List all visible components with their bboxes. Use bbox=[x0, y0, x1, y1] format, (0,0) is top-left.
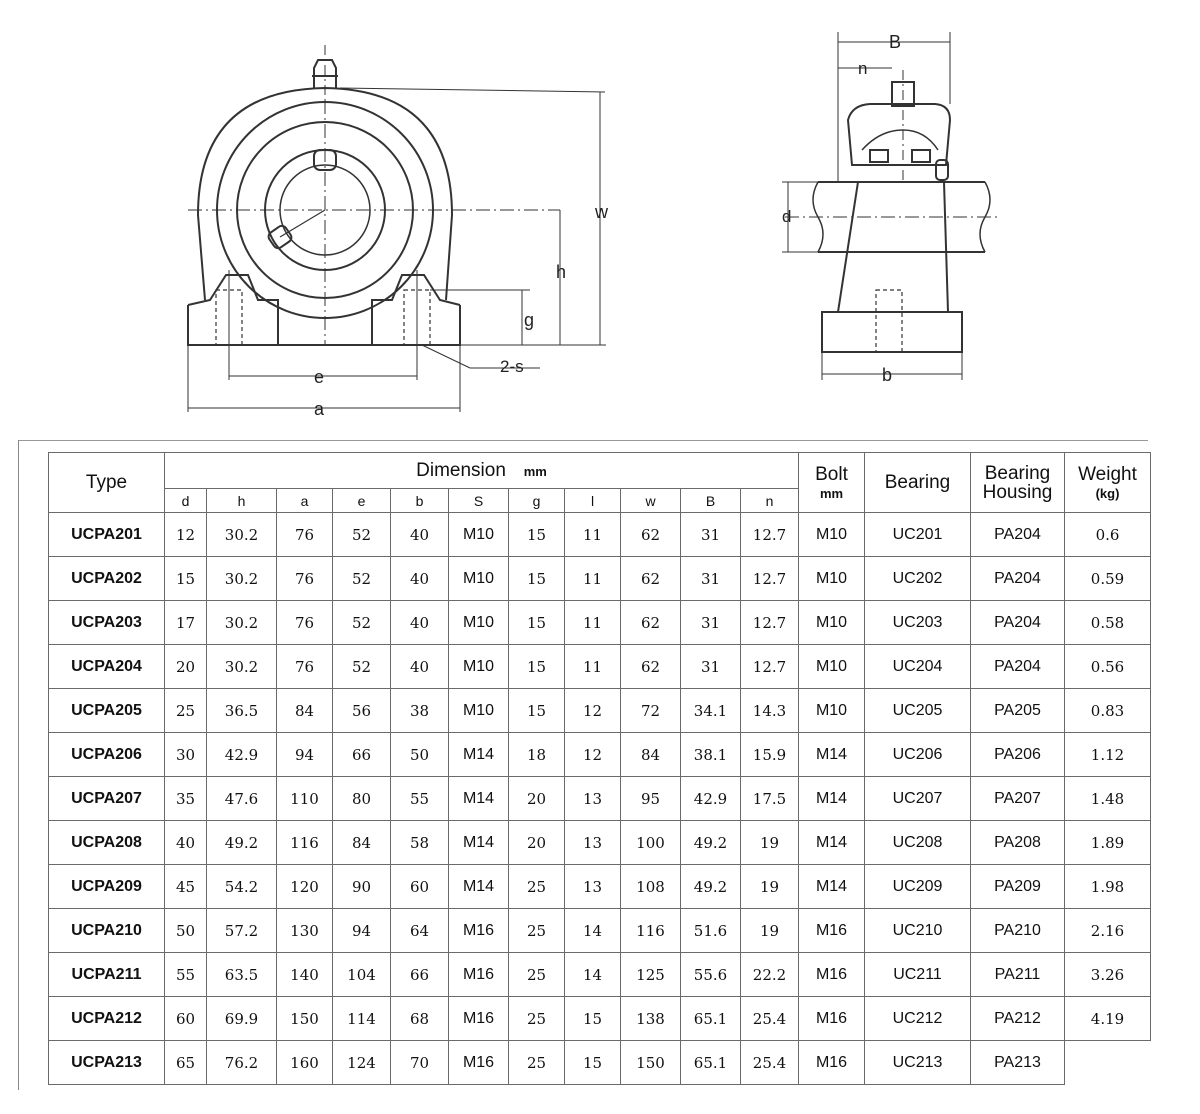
cell-bearing: UC201 bbox=[865, 513, 971, 557]
cell-w: 62 bbox=[621, 513, 681, 557]
cell-a: 76 bbox=[277, 557, 333, 601]
cell-S: M14 bbox=[449, 733, 509, 777]
cell-h: 57.2 bbox=[207, 909, 277, 953]
cell-housing: PA208 bbox=[971, 821, 1065, 865]
cell-e: 56 bbox=[333, 689, 391, 733]
cell-housing: PA204 bbox=[971, 601, 1065, 645]
header-bolt-unit: mm bbox=[819, 486, 844, 501]
cell-a: 76 bbox=[277, 513, 333, 557]
table-top-rule bbox=[18, 440, 1148, 441]
cell-S: M14 bbox=[449, 865, 509, 909]
cell-n: 14.3 bbox=[741, 689, 799, 733]
cell-w: 108 bbox=[621, 865, 681, 909]
subheader-e: e bbox=[333, 489, 391, 513]
cell-n: 22.2 bbox=[741, 953, 799, 997]
cell-type: UCPA211 bbox=[49, 953, 165, 997]
cell-bearing: UC202 bbox=[865, 557, 971, 601]
cell-bearing: UC204 bbox=[865, 645, 971, 689]
cell-d: 55 bbox=[165, 953, 207, 997]
cell-w: 138 bbox=[621, 997, 681, 1041]
cell-B: 38.1 bbox=[681, 733, 741, 777]
label-g: g bbox=[524, 310, 535, 330]
cell-d: 60 bbox=[165, 997, 207, 1041]
label-d: d bbox=[782, 207, 792, 226]
cell-d: 35 bbox=[165, 777, 207, 821]
cell-S: M10 bbox=[449, 513, 509, 557]
cell-w: 116 bbox=[621, 909, 681, 953]
cell-e: 80 bbox=[333, 777, 391, 821]
spec-table-body bbox=[49, 513, 1151, 1085]
cell-g: 25 bbox=[509, 997, 565, 1041]
cell-housing: PA204 bbox=[971, 645, 1065, 689]
cell-B: 65.1 bbox=[681, 1041, 741, 1085]
cell-e: 52 bbox=[333, 513, 391, 557]
cell-a: 150 bbox=[277, 997, 333, 1041]
cell-a: 120 bbox=[277, 865, 333, 909]
subheader-a: a bbox=[277, 489, 333, 513]
table-row bbox=[49, 557, 1151, 601]
cell-l: 11 bbox=[565, 601, 621, 645]
cell-l: 14 bbox=[565, 909, 621, 953]
cell-weight: 0.56 bbox=[1065, 645, 1151, 689]
cell-weight: 1.48 bbox=[1065, 777, 1151, 821]
cell-B: 31 bbox=[681, 601, 741, 645]
cell-weight: 0.6 bbox=[1065, 513, 1151, 557]
cell-a: 140 bbox=[277, 953, 333, 997]
cell-type: UCPA201 bbox=[49, 513, 165, 557]
cell-B: 55.6 bbox=[681, 953, 741, 997]
cell-bolt: M10 bbox=[799, 645, 865, 689]
cell-e: 90 bbox=[333, 865, 391, 909]
cell-type: UCPA203 bbox=[49, 601, 165, 645]
cell-n: 15.9 bbox=[741, 733, 799, 777]
cell-S: M10 bbox=[449, 689, 509, 733]
cell-S: M10 bbox=[449, 645, 509, 689]
cell-type: UCPA205 bbox=[49, 689, 165, 733]
cell-B: 42.9 bbox=[681, 777, 741, 821]
cell-weight: 1.98 bbox=[1065, 865, 1151, 909]
cell-weight: 3.26 bbox=[1065, 953, 1151, 997]
cell-bolt: M16 bbox=[799, 1041, 865, 1085]
cell-bolt: M10 bbox=[799, 557, 865, 601]
cell-l: 11 bbox=[565, 513, 621, 557]
subheader-n: n bbox=[741, 489, 799, 513]
header-dimension-unit: mm bbox=[523, 463, 547, 479]
cell-a: 76 bbox=[277, 601, 333, 645]
cell-weight: 0.59 bbox=[1065, 557, 1151, 601]
cell-housing: PA213 bbox=[971, 1041, 1065, 1085]
cell-e: 94 bbox=[333, 909, 391, 953]
cell-e: 52 bbox=[333, 601, 391, 645]
cell-bolt: M14 bbox=[799, 733, 865, 777]
cell-B: 49.2 bbox=[681, 865, 741, 909]
label-2s: 2-s bbox=[500, 357, 524, 376]
table-row bbox=[49, 997, 1151, 1041]
cell-g: 25 bbox=[509, 909, 565, 953]
cell-bearing: UC206 bbox=[865, 733, 971, 777]
cell-h: 54.2 bbox=[207, 865, 277, 909]
cell-d: 17 bbox=[165, 601, 207, 645]
cell-S: M10 bbox=[449, 557, 509, 601]
header-bolt-label: Bolt bbox=[815, 464, 848, 485]
cell-g: 15 bbox=[509, 689, 565, 733]
cell-w: 62 bbox=[621, 645, 681, 689]
cell-h: 30.2 bbox=[207, 513, 277, 557]
side-view bbox=[782, 32, 998, 380]
label-e: e bbox=[314, 367, 325, 387]
cell-n: 19 bbox=[741, 865, 799, 909]
cell-housing: PA210 bbox=[971, 909, 1065, 953]
cell-B: 51.6 bbox=[681, 909, 741, 953]
cell-S: M16 bbox=[449, 1041, 509, 1085]
cell-e: 52 bbox=[333, 557, 391, 601]
cell-weight: 4.19 bbox=[1065, 997, 1151, 1041]
cell-l: 13 bbox=[565, 865, 621, 909]
cell-g: 18 bbox=[509, 733, 565, 777]
cell-housing: PA209 bbox=[971, 865, 1065, 909]
cell-g: 20 bbox=[509, 821, 565, 865]
cell-housing: PA205 bbox=[971, 689, 1065, 733]
header-weight bbox=[1065, 453, 1151, 513]
cell-g: 20 bbox=[509, 777, 565, 821]
header-dimension bbox=[165, 453, 799, 489]
cell-type: UCPA213 bbox=[49, 1041, 165, 1085]
cell-g: 15 bbox=[509, 557, 565, 601]
cell-g: 15 bbox=[509, 513, 565, 557]
table-row bbox=[49, 821, 1151, 865]
cell-housing: PA204 bbox=[971, 557, 1065, 601]
cell-b: 40 bbox=[391, 645, 449, 689]
cell-h: 76.2 bbox=[207, 1041, 277, 1085]
cell-h: 69.9 bbox=[207, 997, 277, 1041]
header-bearing: Bearing bbox=[865, 453, 971, 513]
cell-g: 25 bbox=[509, 1041, 565, 1085]
cell-a: 110 bbox=[277, 777, 333, 821]
cell-b: 66 bbox=[391, 953, 449, 997]
cell-n: 25.4 bbox=[741, 1041, 799, 1085]
cell-type: UCPA212 bbox=[49, 997, 165, 1041]
cell-bearing: UC205 bbox=[865, 689, 971, 733]
subheader-d: d bbox=[165, 489, 207, 513]
cell-l: 15 bbox=[565, 1041, 621, 1085]
cell-w: 150 bbox=[621, 1041, 681, 1085]
cell-n: 19 bbox=[741, 909, 799, 953]
cell-w: 100 bbox=[621, 821, 681, 865]
cell-bolt: M16 bbox=[799, 909, 865, 953]
cell-h: 47.6 bbox=[207, 777, 277, 821]
cell-bolt: M14 bbox=[799, 865, 865, 909]
cell-a: 160 bbox=[277, 1041, 333, 1085]
cell-n: 12.7 bbox=[741, 645, 799, 689]
cell-a: 84 bbox=[277, 689, 333, 733]
subheader-b: b bbox=[391, 489, 449, 513]
cell-b: 64 bbox=[391, 909, 449, 953]
cell-h: 30.2 bbox=[207, 601, 277, 645]
cell-l: 13 bbox=[565, 821, 621, 865]
cell-l: 13 bbox=[565, 777, 621, 821]
header-type: Type bbox=[49, 453, 165, 513]
cell-n: 12.7 bbox=[741, 601, 799, 645]
cell-housing: PA204 bbox=[971, 513, 1065, 557]
cell-b: 55 bbox=[391, 777, 449, 821]
subheader-B: B bbox=[681, 489, 741, 513]
table-left-rule bbox=[18, 440, 19, 1090]
header-weight-label: Weight bbox=[1078, 464, 1137, 485]
cell-d: 20 bbox=[165, 645, 207, 689]
cell-d: 25 bbox=[165, 689, 207, 733]
subheader-h: h bbox=[207, 489, 277, 513]
cell-b: 60 bbox=[391, 865, 449, 909]
cell-n: 19 bbox=[741, 821, 799, 865]
header-bolt bbox=[799, 453, 865, 513]
cell-w: 62 bbox=[621, 557, 681, 601]
cell-g: 25 bbox=[509, 865, 565, 909]
cell-a: 116 bbox=[277, 821, 333, 865]
cell-n: 25.4 bbox=[741, 997, 799, 1041]
cell-g: 15 bbox=[509, 645, 565, 689]
cell-B: 49.2 bbox=[681, 821, 741, 865]
label-B: B bbox=[889, 32, 902, 52]
cell-h: 63.5 bbox=[207, 953, 277, 997]
table-row bbox=[49, 601, 1151, 645]
cell-S: M16 bbox=[449, 997, 509, 1041]
cell-bolt: M10 bbox=[799, 601, 865, 645]
table-row bbox=[49, 645, 1151, 689]
cell-bearing: UC208 bbox=[865, 821, 971, 865]
cell-B: 65.1 bbox=[681, 997, 741, 1041]
cell-h: 30.2 bbox=[207, 645, 277, 689]
cell-housing: PA207 bbox=[971, 777, 1065, 821]
cell-B: 34.1 bbox=[681, 689, 741, 733]
cell-n: 12.7 bbox=[741, 557, 799, 601]
cell-housing: PA212 bbox=[971, 997, 1065, 1041]
table-row bbox=[49, 733, 1151, 777]
header-weight-unit: (kg) bbox=[1095, 486, 1120, 501]
technical-drawing bbox=[0, 0, 1200, 430]
cell-housing: PA206 bbox=[971, 733, 1065, 777]
cell-g: 25 bbox=[509, 953, 565, 997]
subheader-l: l bbox=[565, 489, 621, 513]
cell-type: UCPA202 bbox=[49, 557, 165, 601]
cell-S: M16 bbox=[449, 909, 509, 953]
label-w: w bbox=[595, 202, 608, 222]
cell-b: 50 bbox=[391, 733, 449, 777]
cell-bolt: M16 bbox=[799, 953, 865, 997]
cell-h: 49.2 bbox=[207, 821, 277, 865]
cell-type: UCPA204 bbox=[49, 645, 165, 689]
cell-type: UCPA207 bbox=[49, 777, 165, 821]
cell-w: 125 bbox=[621, 953, 681, 997]
cell-bearing: UC209 bbox=[865, 865, 971, 909]
cell-bearing: UC207 bbox=[865, 777, 971, 821]
cell-l: 11 bbox=[565, 645, 621, 689]
table-row bbox=[49, 909, 1151, 953]
cell-e: 124 bbox=[333, 1041, 391, 1085]
cell-b: 40 bbox=[391, 601, 449, 645]
cell-S: M16 bbox=[449, 953, 509, 997]
cell-housing: PA211 bbox=[971, 953, 1065, 997]
cell-type: UCPA209 bbox=[49, 865, 165, 909]
cell-S: M14 bbox=[449, 821, 509, 865]
cell-a: 76 bbox=[277, 645, 333, 689]
cell-weight: 0.58 bbox=[1065, 601, 1151, 645]
cell-b: 40 bbox=[391, 557, 449, 601]
front-view bbox=[188, 45, 606, 412]
cell-l: 12 bbox=[565, 733, 621, 777]
cell-l: 11 bbox=[565, 557, 621, 601]
cell-bearing: UC210 bbox=[865, 909, 971, 953]
cell-bearing: UC213 bbox=[865, 1041, 971, 1085]
cell-d: 65 bbox=[165, 1041, 207, 1085]
cell-e: 114 bbox=[333, 997, 391, 1041]
table-row bbox=[49, 953, 1151, 997]
cell-bolt: M16 bbox=[799, 997, 865, 1041]
cell-h: 42.9 bbox=[207, 733, 277, 777]
cell-e: 84 bbox=[333, 821, 391, 865]
cell-S: M14 bbox=[449, 777, 509, 821]
cell-a: 94 bbox=[277, 733, 333, 777]
cell-bearing: UC211 bbox=[865, 953, 971, 997]
cell-b: 40 bbox=[391, 513, 449, 557]
cell-w: 72 bbox=[621, 689, 681, 733]
cell-a: 130 bbox=[277, 909, 333, 953]
cell-w: 62 bbox=[621, 601, 681, 645]
cell-h: 30.2 bbox=[207, 557, 277, 601]
label-n: n bbox=[858, 59, 868, 78]
cell-l: 12 bbox=[565, 689, 621, 733]
table-row bbox=[49, 1041, 1151, 1085]
cell-bolt: M14 bbox=[799, 821, 865, 865]
cell-e: 66 bbox=[333, 733, 391, 777]
cell-h: 36.5 bbox=[207, 689, 277, 733]
cell-type: UCPA210 bbox=[49, 909, 165, 953]
cell-bearing: UC212 bbox=[865, 997, 971, 1041]
table-row bbox=[49, 689, 1151, 733]
cell-type: UCPA206 bbox=[49, 733, 165, 777]
header-housing: Bearing Housing bbox=[971, 453, 1065, 513]
cell-b: 38 bbox=[391, 689, 449, 733]
cell-b: 68 bbox=[391, 997, 449, 1041]
cell-b: 58 bbox=[391, 821, 449, 865]
cell-type: UCPA208 bbox=[49, 821, 165, 865]
cell-d: 50 bbox=[165, 909, 207, 953]
spec-table bbox=[48, 452, 1151, 1085]
cell-bolt: M10 bbox=[799, 689, 865, 733]
cell-bolt: M14 bbox=[799, 777, 865, 821]
cell-g: 15 bbox=[509, 601, 565, 645]
cell-weight bbox=[1065, 1041, 1151, 1085]
cell-b: 70 bbox=[391, 1041, 449, 1085]
cell-l: 14 bbox=[565, 953, 621, 997]
header-dimension-label: Dimension bbox=[416, 459, 506, 481]
subheader-S: S bbox=[449, 489, 509, 513]
cell-weight: 0.83 bbox=[1065, 689, 1151, 733]
cell-n: 17.5 bbox=[741, 777, 799, 821]
cell-l: 15 bbox=[565, 997, 621, 1041]
table-row bbox=[49, 777, 1151, 821]
label-h: h bbox=[556, 262, 567, 282]
subheader-g: g bbox=[509, 489, 565, 513]
cell-e: 104 bbox=[333, 953, 391, 997]
cell-B: 31 bbox=[681, 557, 741, 601]
cell-e: 52 bbox=[333, 645, 391, 689]
subheader-w: w bbox=[621, 489, 681, 513]
cell-d: 30 bbox=[165, 733, 207, 777]
label-a: a bbox=[314, 399, 325, 419]
cell-w: 84 bbox=[621, 733, 681, 777]
cell-d: 45 bbox=[165, 865, 207, 909]
cell-d: 15 bbox=[165, 557, 207, 601]
cell-weight: 1.12 bbox=[1065, 733, 1151, 777]
cell-n: 12.7 bbox=[741, 513, 799, 557]
cell-bolt: M10 bbox=[799, 513, 865, 557]
cell-d: 12 bbox=[165, 513, 207, 557]
cell-S: M10 bbox=[449, 601, 509, 645]
cell-d: 40 bbox=[165, 821, 207, 865]
cell-weight: 1.89 bbox=[1065, 821, 1151, 865]
cell-B: 31 bbox=[681, 513, 741, 557]
cell-w: 95 bbox=[621, 777, 681, 821]
cell-weight: 2.16 bbox=[1065, 909, 1151, 953]
table-row bbox=[49, 865, 1151, 909]
table-row bbox=[49, 513, 1151, 557]
label-b: b bbox=[882, 365, 893, 385]
cell-B: 31 bbox=[681, 645, 741, 689]
cell-bearing: UC203 bbox=[865, 601, 971, 645]
